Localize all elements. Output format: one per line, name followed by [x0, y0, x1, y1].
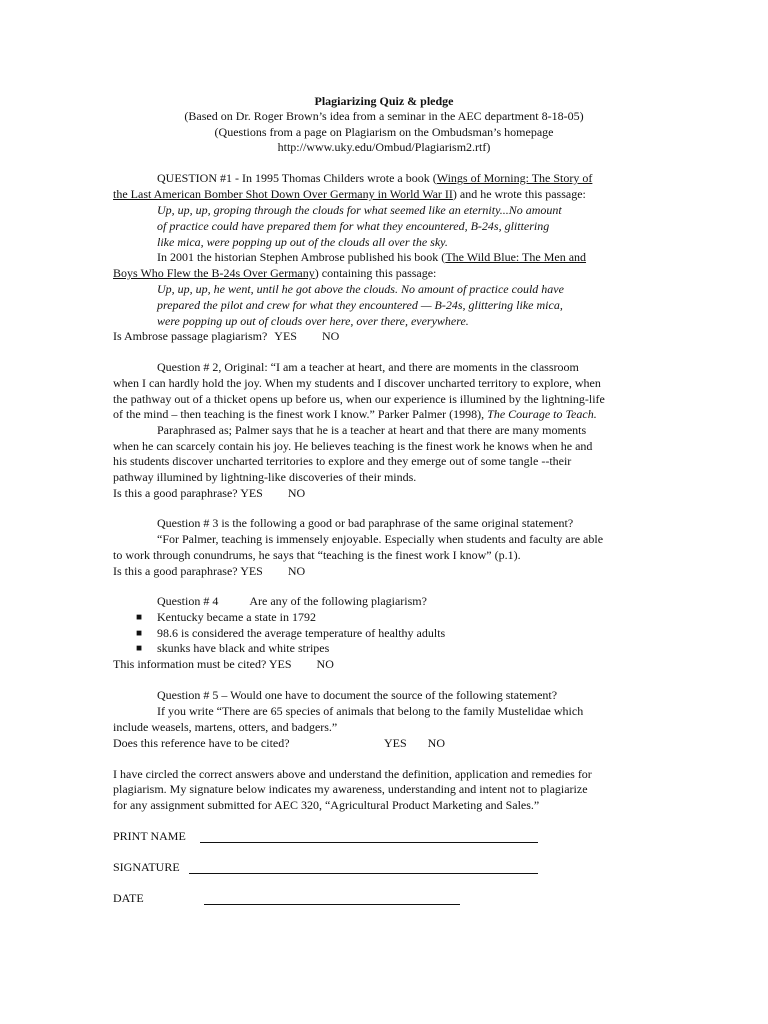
list-item: Kentucky became a state in 1792	[157, 610, 316, 624]
q3-question	[113, 564, 305, 580]
quote-line: of practice could have prepared them for what they encountered, B-24s, glittering	[157, 219, 550, 233]
signature-field[interactable]	[189, 873, 538, 874]
bullet-icon: ■	[136, 643, 143, 654]
yes-option[interactable]: YES	[240, 564, 263, 578]
list-item: 98.6 is considered the average temperature of healthy adults	[157, 626, 446, 640]
no-option[interactable]: NO	[287, 486, 306, 500]
q5-line: Question # 5 – Would one have to document the source of the following statement?	[157, 688, 558, 702]
q3-line: to work through conundrums, he says that “teaching is the finest work I know” (p.1).	[113, 548, 521, 562]
page-title: Plagiarizing Quiz & pledge	[314, 94, 454, 108]
q5-question	[113, 736, 290, 752]
pledge-line: I have circled the correct answers above and understand the definition, application and remedies for	[113, 767, 592, 781]
book-title: Boys Who Flew the B-24s Over Germany	[113, 266, 315, 280]
no-option[interactable]: NO	[427, 736, 446, 750]
q2-line: when I can hardly hold the joy. When my students and I discover uncharted territory to explore, when	[113, 376, 601, 390]
subtitle-line: (Based on Dr. Roger Brown’s idea from a seminar in the AEC department 8-18-05)	[184, 109, 584, 123]
yes-option[interactable]: YES	[384, 736, 407, 750]
quote-line: Up, up, up, groping through the clouds for what seemed like an eternity...No amount	[157, 203, 562, 217]
quote-line: were popping up out of clouds over here, over there, everywhere.	[157, 314, 469, 328]
quote-line: Up, up, up, he went, until he got above the clouds. No amount of practice could have	[157, 282, 564, 296]
q5-answers	[384, 736, 445, 752]
no-option[interactable]: NO	[287, 564, 306, 578]
question-text: Is this a good paraphrase?	[113, 486, 238, 500]
q4-heading	[157, 594, 427, 610]
q1-text: QUESTION #1 - In 1995 Thomas Childers wrote a book (	[157, 171, 437, 185]
no-option[interactable]: NO	[321, 329, 340, 343]
signature-label: SIGNATURE	[113, 860, 180, 874]
book-title: Wings of Morning: The Story of	[436, 171, 593, 185]
q1-question	[113, 329, 339, 345]
date-label: DATE	[113, 891, 144, 905]
q3-line: “For Palmer, teaching is immensely enjoyable. Especially when students and faculty are able	[157, 532, 604, 546]
q1-line	[157, 171, 592, 187]
yes-option[interactable]: YES	[274, 329, 297, 343]
print-name-label: PRINT NAME	[113, 829, 186, 843]
list-item: skunks have black and white stripes	[157, 641, 330, 655]
q1-line	[113, 266, 436, 282]
pledge-line: plagiarism. My signature below indicates my awareness, understanding and intent not to plagiarize	[113, 782, 588, 796]
yes-option[interactable]: YES	[240, 486, 263, 500]
book-title: The Courage to Teach.	[487, 407, 597, 421]
q1-line	[157, 250, 586, 266]
bullet-icon: ■	[136, 612, 143, 623]
question-text: Does this reference have to be cited?	[113, 736, 290, 750]
subtitle-line: (Questions from a page on Plagiarism on the Ombudsman’s homepage	[214, 125, 554, 139]
q4-text: Are any of the following plagiarism?	[249, 594, 427, 608]
q5-line: include weasels, martens, otters, and badgers.”	[113, 720, 338, 734]
q1-text: ) and he wrote this passage:	[452, 187, 586, 201]
q3-line: Question # 3 is the following a good or bad paraphrase of the same original statement?	[157, 516, 574, 530]
quote-line: like mica, were popping up out of the clouds all over the sky.	[157, 235, 448, 249]
paraphrase-line: Paraphrased as; Palmer says that he is a teacher at heart and that there are many moments	[157, 423, 587, 437]
q4-label: Question # 4	[157, 594, 219, 608]
q1-text: ) containing this passage:	[314, 266, 437, 280]
q2-line: the pathway out of a thicket opens up before us, when our experience is illumined by the lightning-life	[113, 392, 605, 406]
book-title: the Last American Bomber Shot Down Over Germany in World War II	[113, 187, 453, 201]
book-title: The Wild Blue: The Men and	[445, 250, 587, 264]
source-url: http://www.uky.edu/Ombud/Plagiarism2.rtf)	[277, 140, 491, 154]
question-text: Is Ambrose passage plagiarism?	[113, 329, 268, 343]
q5-line: If you write “There are 65 species of animals that belong to the family Mustelidae which	[157, 704, 584, 718]
q4-question	[113, 657, 334, 673]
q2-line: Question # 2, Original: “I am a teacher at heart, and there are moments in the classroom	[157, 360, 579, 374]
pledge-line: for any assignment submitted for AEC 320, “Agricultural Product Marketing and Sales.”	[113, 798, 540, 812]
print-name-field[interactable]	[200, 842, 538, 843]
paraphrase-line: when he can scarcely contain his joy. He believes teaching is the finest work he knows when he and	[113, 439, 593, 453]
no-option[interactable]: NO	[316, 657, 334, 671]
bullet-icon: ■	[136, 628, 143, 639]
paraphrase-line: his students discover uncharted territories to explore and they emerge out of some tangle --their	[113, 454, 572, 468]
q1-line	[113, 187, 586, 203]
question-text: This information must be cited?	[113, 657, 267, 671]
date-field[interactable]	[204, 904, 460, 905]
q2-line	[113, 407, 597, 423]
paraphrase-line: pathway illumined by lightning-like discoveries of their minds.	[113, 470, 417, 484]
question-text: Is this a good paraphrase?	[113, 564, 238, 578]
q1-text: In 2001 the historian Stephen Ambrose published his book (	[157, 250, 446, 264]
yes-option[interactable]: YES	[268, 657, 292, 671]
q2-question	[113, 486, 305, 502]
q2-text: of the mind – then teaching is the finest work I know.” Parker Palmer (1998),	[113, 407, 488, 421]
quote-line: prepared the pilot and crew for what they encountered — B-24s, glittering like mica,	[157, 298, 563, 312]
